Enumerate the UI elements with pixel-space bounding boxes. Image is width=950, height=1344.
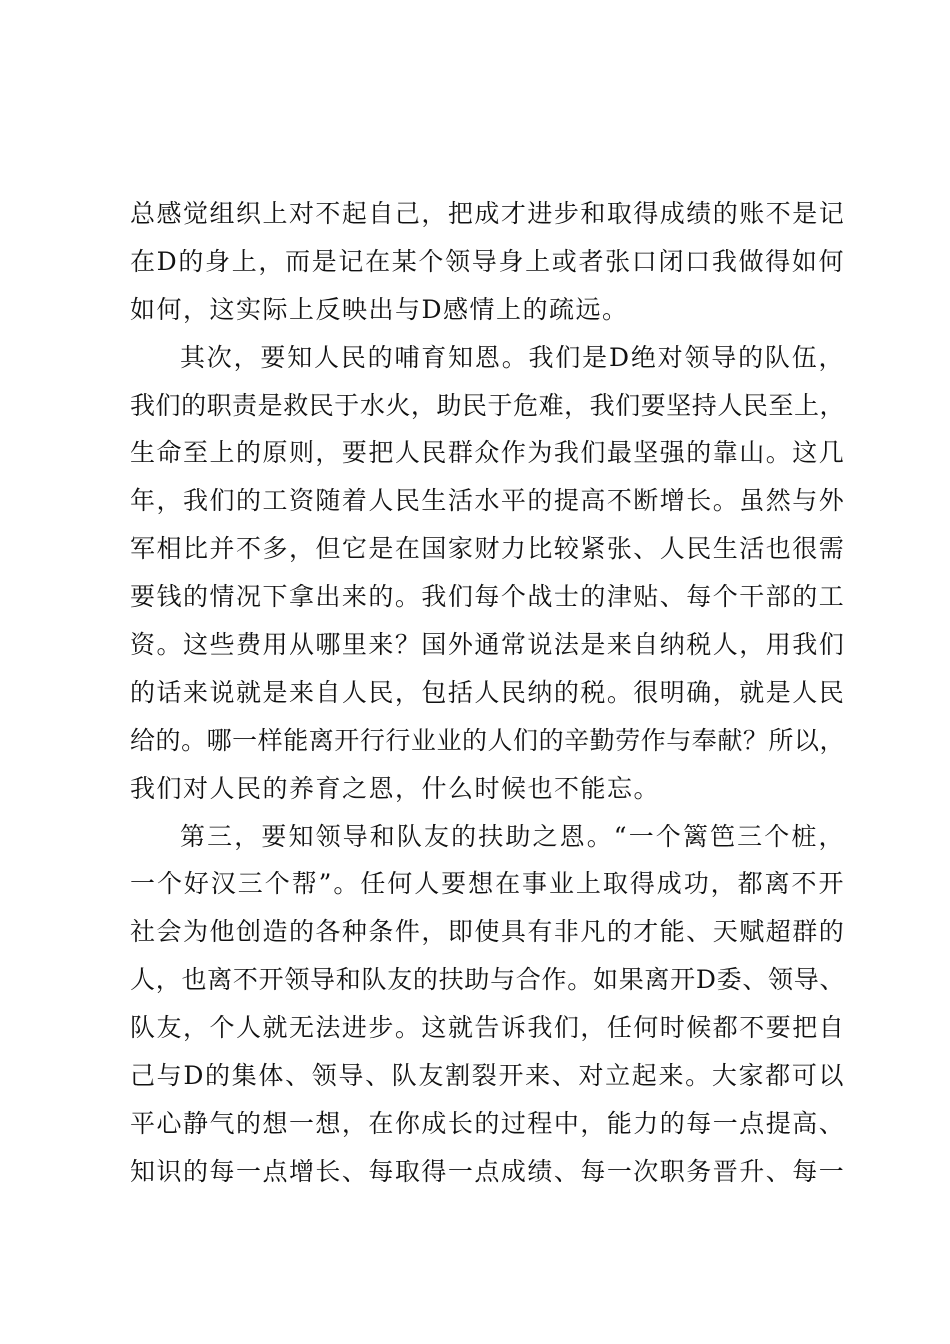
- text-line: 军相比并不多，但它是在国家财力比较紧张、人民生活也很需: [130, 534, 845, 564]
- text-line: 人，也离不开领导和队友的扶助与合作。如果离开D委、领导、: [130, 965, 845, 995]
- text-line: 队友，个人就无法进步。这就告诉我们，任何时候都不要把自: [130, 1013, 845, 1043]
- text-line: 资。这些费用从哪里来？国外通常说法是来自纳税人，用我们: [130, 630, 845, 660]
- text-line: 我们对人民的养育之恩，什么时候也不能忘。: [130, 773, 661, 803]
- text-line: 要钱的情况下拿出来的。我们每个战士的津贴、每个干部的工: [130, 582, 845, 612]
- text-line: 生命至上的原则，要把人民群众作为我们最坚强的靠山。这几: [130, 438, 845, 468]
- text-line: 给的。哪一样能离开行行业业的人们的辛勤劳作与奉献？所以，: [130, 725, 845, 755]
- text-line: 平心静气的想一想，在你成长的过程中，能力的每一点提高、: [130, 1108, 845, 1138]
- text-line: 的话来说就是来自人民，包括人民纳的税。很明确，就是人民: [130, 677, 845, 707]
- text-line: 我们的职责是救民于水火，助民于危难，我们要坚持人民至上，: [130, 390, 845, 420]
- text-line: 知识的每一点增长、每取得一点成绩、每一次职务晋升、每一: [130, 1156, 845, 1186]
- paragraph-start-line: 其次，要知人民的哺育知恩。我们是D绝对领导的队伍，: [180, 342, 845, 372]
- text-line: 如何，这实际上反映出与D感情上的疏远。: [130, 294, 629, 324]
- text-line: 社会为他创造的各种条件，即使具有非凡的才能、天赋超群的: [130, 917, 845, 947]
- body-text: [130, 190, 845, 1196]
- text-line: 年，我们的工资随着人民生活水平的提高不断增长。虽然与外: [130, 486, 845, 516]
- text-line: 总感觉组织上对不起自己，把成才进步和取得成绩的账不是记: [130, 199, 845, 228]
- paragraph-start-line: 第三，要知领导和队友的扶助之恩。“一个篱笆三个桩，: [180, 821, 845, 851]
- text-line: 在D的身上，而是记在某个领导身上或者张口闭口我做得如何: [130, 246, 845, 276]
- text-line: 一个好汉三个帮”。任何人要想在事业上取得成功，都离不开: [130, 869, 845, 899]
- text-line: 己与D的集体、领导、队友割裂开来、对立起来。大家都可以: [130, 1061, 845, 1091]
